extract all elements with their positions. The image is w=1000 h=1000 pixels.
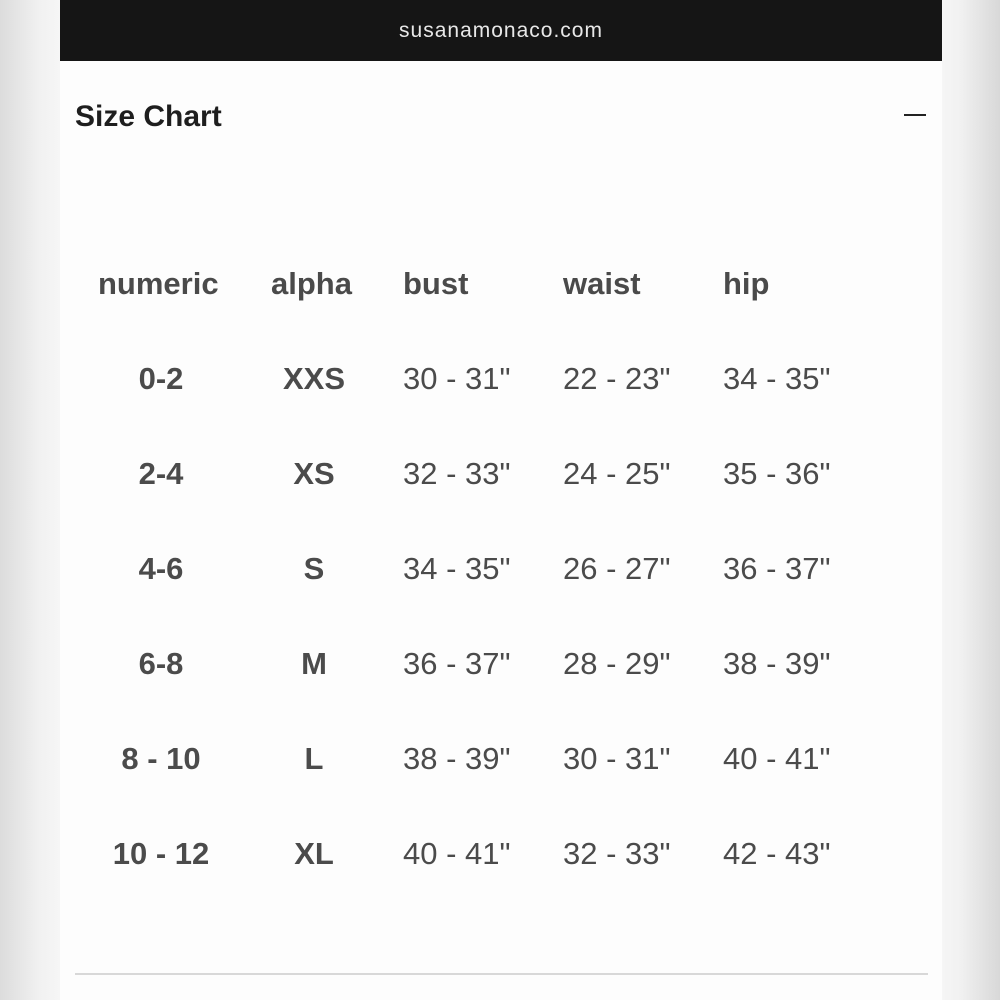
cell-bust: 40 - 41" xyxy=(403,836,511,871)
cell-bust: 38 - 39" xyxy=(403,741,511,776)
cell-hip: 38 - 39" xyxy=(723,646,831,681)
web-page xyxy=(60,0,942,1000)
url-bar[interactable] xyxy=(60,0,942,61)
minus-icon xyxy=(904,114,926,116)
cell-hip: 40 - 41" xyxy=(723,741,831,776)
header-hip: hip xyxy=(723,266,770,301)
cell-waist: 32 - 33" xyxy=(563,836,671,871)
cell-alpha: S xyxy=(303,551,325,586)
url-text: susanamonaco.com xyxy=(399,18,603,42)
cell-alpha: XXS xyxy=(282,361,346,396)
section-divider xyxy=(75,973,928,975)
header-bust: bust xyxy=(403,266,469,301)
cell-numeric: 0-2 xyxy=(138,361,184,396)
cell-alpha: XS xyxy=(293,456,335,491)
cell-numeric: 10 - 12 xyxy=(112,836,210,871)
cell-waist: 26 - 27" xyxy=(563,551,671,586)
cell-alpha: XL xyxy=(294,836,334,871)
cell-bust: 32 - 33" xyxy=(403,456,511,491)
cell-numeric: 6-8 xyxy=(138,646,184,681)
collapse-button[interactable] xyxy=(902,106,928,126)
cell-alpha: M xyxy=(301,646,327,681)
cell-alpha: L xyxy=(304,741,324,776)
cell-numeric: 4-6 xyxy=(138,551,184,586)
cell-hip: 42 - 43" xyxy=(723,836,831,871)
cell-waist: 24 - 25" xyxy=(563,456,671,491)
header-waist: waist xyxy=(563,266,641,301)
size-chart-title: Size Chart xyxy=(75,100,222,133)
cell-numeric: 8 - 10 xyxy=(121,741,201,776)
cell-bust: 36 - 37" xyxy=(403,646,511,681)
cell-hip: 34 - 35" xyxy=(723,361,831,396)
cell-waist: 28 - 29" xyxy=(563,646,671,681)
header-alpha: alpha xyxy=(271,266,352,301)
cell-hip: 36 - 37" xyxy=(723,551,831,586)
cell-bust: 30 - 31" xyxy=(403,361,511,396)
header-numeric: numeric xyxy=(98,266,219,301)
cell-waist: 30 - 31" xyxy=(563,741,671,776)
cell-bust: 34 - 35" xyxy=(403,551,511,586)
cell-waist: 22 - 23" xyxy=(563,361,671,396)
cell-hip: 35 - 36" xyxy=(723,456,831,491)
cell-numeric: 2-4 xyxy=(138,456,184,491)
